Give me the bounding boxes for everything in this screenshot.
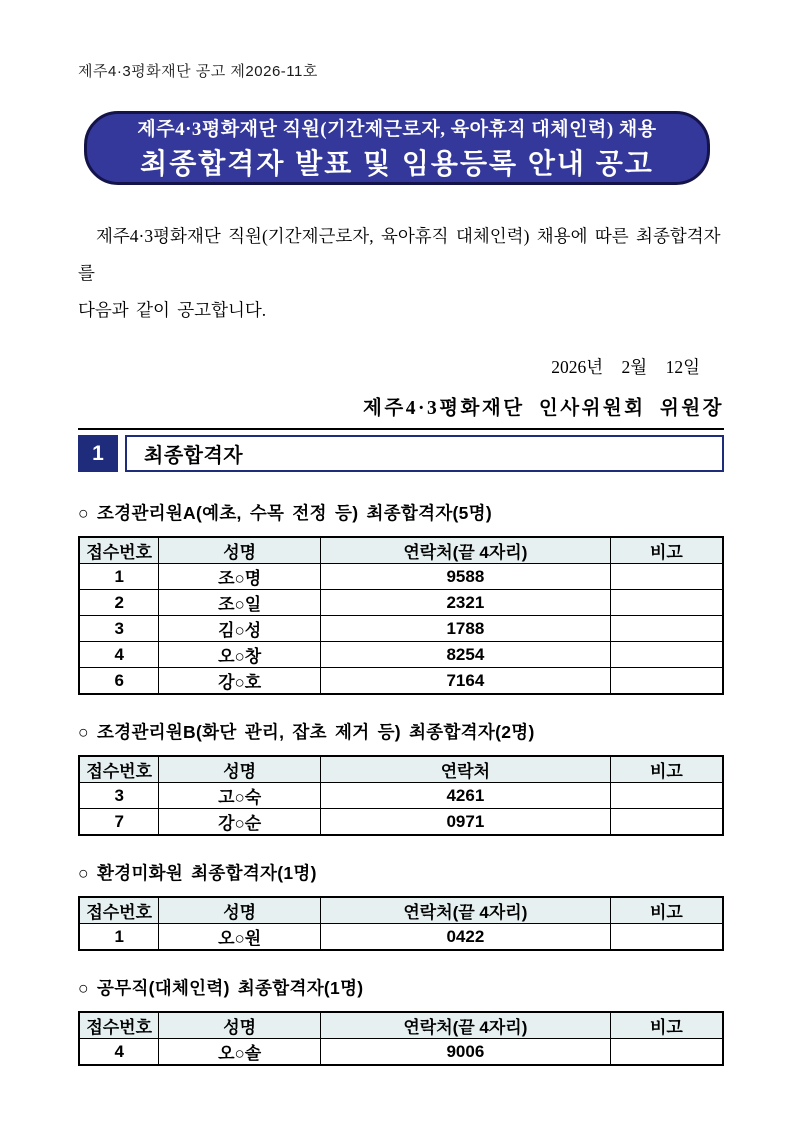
table-row: [79, 1039, 723, 1066]
table-row: [79, 783, 723, 809]
intro-paragraph: [78, 218, 724, 329]
table-cell: [610, 616, 723, 642]
table-cell: [610, 590, 723, 616]
table-cell: 6: [79, 668, 159, 695]
title-banner: [84, 111, 710, 185]
issuer-signature: 제주4·3평화재단 인사위원회 위원장: [363, 398, 724, 419]
results-subsections: [78, 500, 724, 1066]
column-header: 연락처(끝 4자리): [320, 537, 610, 564]
table-header-row: [79, 897, 723, 924]
doc-number: 제주4·3평화재단 공고 제2026-11호: [78, 63, 318, 80]
divider-line: [78, 428, 724, 430]
table-cell: 고○숙: [159, 783, 321, 809]
table-cell: [610, 642, 723, 668]
table-header-row: [79, 537, 723, 564]
column-header: 연락처: [320, 756, 610, 783]
table-cell: 1: [79, 564, 159, 590]
column-header: 비고: [610, 537, 723, 564]
table-cell: 4261: [320, 783, 610, 809]
table-cell: 8254: [320, 642, 610, 668]
table-cell: 강○순: [159, 809, 321, 836]
results-table: [78, 1011, 724, 1066]
column-header: 비고: [610, 1012, 723, 1039]
table-cell: [610, 924, 723, 951]
subsection-heading: ○ 공무직(대체인력) 최종합격자(1명): [78, 978, 364, 998]
table-cell: 1788: [320, 616, 610, 642]
subsection-heading: ○ 조경관리원A(예초, 수목 전정 등) 최종합격자(5명): [78, 503, 493, 523]
table-cell: 오○원: [159, 924, 321, 951]
column-header: 접수번호: [79, 897, 159, 924]
results-table: [78, 536, 724, 695]
column-header: 접수번호: [79, 537, 159, 564]
table-cell: 2321: [320, 590, 610, 616]
table-cell: 조○일: [159, 590, 321, 616]
table-row: [79, 809, 723, 836]
column-header: 성명: [159, 756, 321, 783]
subsection-heading: ○ 환경미화원 최종합격자(1명): [78, 863, 317, 883]
intro-text-line2: 다음과 같이 공고합니다.: [78, 300, 267, 320]
section-title-box: [125, 435, 724, 472]
table-header-row: [79, 756, 723, 783]
column-header: 연락처(끝 4자리): [320, 1012, 610, 1039]
table-cell: 오○솔: [159, 1039, 321, 1066]
results-table: [78, 755, 724, 836]
column-header: 성명: [159, 537, 321, 564]
table-row: [79, 616, 723, 642]
column-header: 접수번호: [79, 1012, 159, 1039]
column-header: 성명: [159, 897, 321, 924]
results-table: [78, 896, 724, 951]
subsection: [78, 860, 724, 951]
column-header: 비고: [610, 897, 723, 924]
table-cell: [610, 668, 723, 695]
subsection: [78, 719, 724, 836]
column-header: 성명: [159, 1012, 321, 1039]
subsection: [78, 975, 724, 1066]
section-number-badge: 1: [78, 435, 118, 472]
table-cell: [610, 783, 723, 809]
column-header: 비고: [610, 756, 723, 783]
table-cell: 강○호: [159, 668, 321, 695]
table-cell: 김○성: [159, 616, 321, 642]
intro-text-line1: 제주4·3평화재단 직원(기간제근로자, 육아휴직 대체인력) 채용에 따른 최종합격자를: [78, 226, 721, 283]
table-cell: 2: [79, 590, 159, 616]
table-cell: 7: [79, 809, 159, 836]
table-cell: 조○명: [159, 564, 321, 590]
table-cell: 3: [79, 616, 159, 642]
table-cell: 9588: [320, 564, 610, 590]
table-header-row: [79, 1012, 723, 1039]
banner-title: 최종합격자 발표 및 임용등록 안내 공고: [140, 148, 654, 179]
table-row: [79, 564, 723, 590]
table-cell: 9006: [320, 1039, 610, 1066]
table-row: [79, 590, 723, 616]
table-cell: [610, 564, 723, 590]
section-title: 최종합격자: [144, 445, 244, 467]
section-header: [78, 435, 724, 472]
table-cell: 0971: [320, 809, 610, 836]
table-cell: 0422: [320, 924, 610, 951]
document-content: [78, 60, 724, 1066]
table-cell: 3: [79, 783, 159, 809]
table-row: [79, 924, 723, 951]
table-cell: 1: [79, 924, 159, 951]
table-cell: 4: [79, 642, 159, 668]
banner-subtitle: 제주4·3평화재단 직원(기간제근로자, 육아휴직 대체인력) 채용: [137, 119, 657, 140]
table-cell: 7164: [320, 668, 610, 695]
table-row: [79, 642, 723, 668]
subsection: [78, 500, 724, 695]
table-cell: 4: [79, 1039, 159, 1066]
table-cell: [610, 809, 723, 836]
table-cell: [610, 1039, 723, 1066]
column-header: 접수번호: [79, 756, 159, 783]
table-row: [79, 668, 723, 695]
subsection-heading: ○ 조경관리원B(화단 관리, 잡초 제거 등) 최종합격자(2명): [78, 722, 535, 742]
table-cell: 오○창: [159, 642, 321, 668]
announcement-date: 2026년 2월 12일: [551, 357, 700, 377]
column-header: 연락처(끝 4자리): [320, 897, 610, 924]
